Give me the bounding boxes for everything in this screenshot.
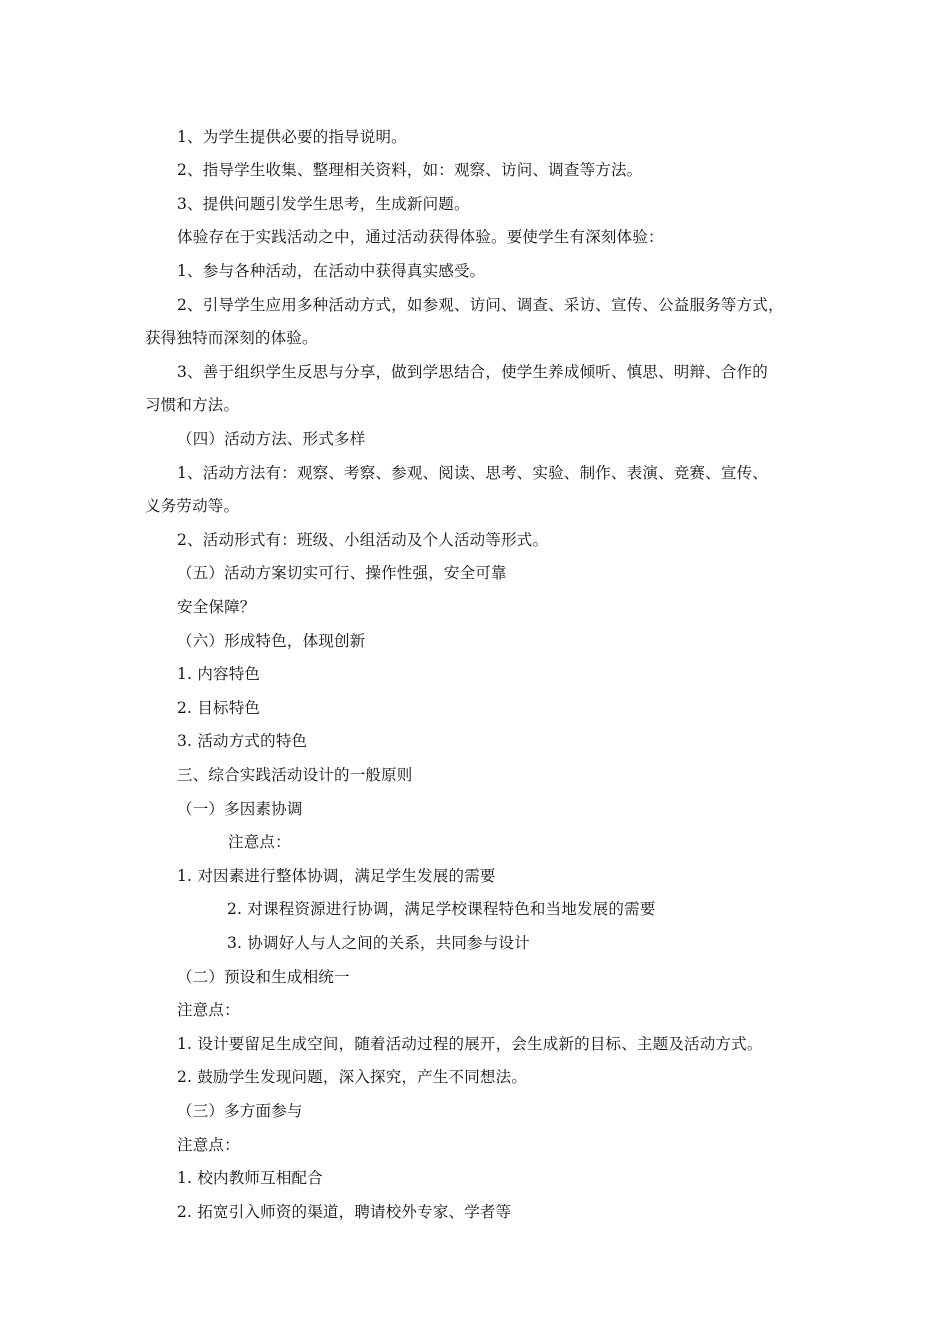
text-line: 体验存在于实践活动之中，通过活动获得体验。要使学生有深刻体验： bbox=[177, 228, 664, 246]
text-line: 2、活动形式有：班级、小组活动及个人活动等形式。 bbox=[177, 531, 549, 549]
text-line: 习惯和方法。 bbox=[145, 396, 240, 414]
list-item: 1. 内容特色 bbox=[177, 665, 261, 683]
list-item: 3. 协调好人与人之间的关系，共同参与设计 bbox=[227, 934, 530, 952]
list-item: 2. 拓宽引入师资的渠道，聘请校外专家、学者等 bbox=[177, 1203, 512, 1221]
text-line: 1、参与各种活动，在活动中获得真实感受。 bbox=[177, 262, 486, 280]
list-item: 2. 目标特色 bbox=[177, 699, 261, 717]
text-line: 2、引导学生应用多种活动方式，如参观、访问、调查、采访、宣传、公益服务等方式， bbox=[177, 296, 784, 314]
note-label: 注意点： bbox=[228, 833, 291, 851]
note-label: 注意点： bbox=[177, 1136, 240, 1154]
text-line: 1、活动方法有：观察、考察、参观、阅读、思考、实验、制作、表演、竞赛、宣传、 bbox=[177, 464, 768, 482]
text-line: 3、善于组织学生反思与分享，做到学思结合，使学生养成倾听、慎思、明辩、合作的 bbox=[177, 363, 768, 381]
text-line: 义务劳动等。 bbox=[145, 497, 240, 515]
text-line: 2、指导学生收集、整理相关资料，如：观察、访问、调查等方法。 bbox=[177, 161, 643, 179]
list-item: 1. 校内教师互相配合 bbox=[177, 1169, 323, 1187]
list-item: 1. 对因素进行整体协调，满足学生发展的需要 bbox=[177, 867, 496, 885]
note-label: 注意点： bbox=[177, 1001, 240, 1019]
section-heading: （三）多方面参与 bbox=[177, 1102, 303, 1120]
section-heading: （二）预设和生成相统一 bbox=[177, 968, 350, 986]
text-line: 3、提供问题引发学生思考，生成新问题。 bbox=[177, 195, 470, 213]
section-heading: （一）多因素协调 bbox=[177, 800, 303, 818]
section-heading: （五）活动方案切实可行、操作性强，安全可靠 bbox=[177, 564, 507, 582]
text-line: 1、为学生提供必要的指导说明。 bbox=[177, 128, 407, 146]
text-line: 获得独特而深刻的体验。 bbox=[145, 329, 318, 347]
list-item: 2. 鼓励学生发现问题，深入探究，产生不同想法。 bbox=[177, 1068, 528, 1086]
text-line: 安全保障？ bbox=[177, 598, 256, 616]
section-heading: （四）活动方法、形式多样 bbox=[177, 430, 366, 448]
list-item: 3. 活动方式的特色 bbox=[177, 732, 308, 750]
list-item: 1. 设计要留足生成空间，随着活动过程的展开，会生成新的目标、主题及活动方式。 bbox=[177, 1035, 763, 1053]
list-item: 2. 对课程资源进行协调，满足学校课程特色和当地发展的需要 bbox=[227, 900, 656, 918]
section-heading: （六）形成特色，体现创新 bbox=[177, 632, 366, 650]
chapter-heading: 三、综合实践活动设计的一般原则 bbox=[177, 766, 413, 784]
